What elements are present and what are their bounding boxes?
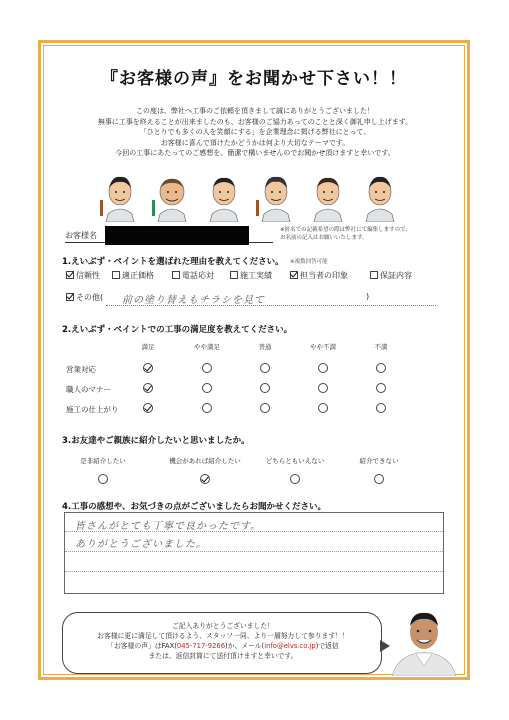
radio[interactable] [202,383,212,393]
intro-line: この度は、弊社へ工事のご依頼を頂きまして誠にありがとうございました！ [136,107,374,115]
scale-header: やや満足 [194,343,220,351]
intro-line: 無事に工事を終えることが出来ましたのも、お客様のご協力あってのことと深く御礼申し上げます。 [97,117,413,126]
q2-title: 2.えいぶず・ペイントでの工事の満足度を教えてください。 [62,325,293,335]
staff-caricature [204,170,244,222]
referral-option: 機会があれば紹介したい [169,457,241,465]
closing-contact [63,641,383,651]
other-answer: 前の塗り替えもチラシを見て [122,295,265,306]
row-label-finish: 施工の仕上がり [66,405,119,414]
option-other[interactable] [66,292,386,308]
name-note-line: お名前の記入はお願いいたします。 [280,235,368,241]
name-note-line: ※匿名での記載希望の際は弊社にて編集しますので、 [280,227,412,233]
intro-line: 今回の工事にあたってのご感想を、簡潔で構いませんのでお聞かせ頂けますと幸いです。 [115,149,395,157]
scale-header: 不満 [374,343,388,351]
closing-line: ご記入ありがとうございました！ [172,622,274,630]
checkbox-checked[interactable] [290,271,298,279]
page-title: 『お客様の声』をお聞かせ下さい！！ [101,69,407,89]
radio[interactable] [376,383,386,393]
name-redaction [105,226,249,245]
radio[interactable] [376,403,386,413]
radio-checked[interactable] [143,363,153,373]
checkbox[interactable] [370,271,378,279]
closing-bubble [62,612,382,674]
intro-line: 「ひとりでも多くの人を笑顔にする」を企業理念に掲げる弊社にとって、 [139,128,371,136]
option-staff-impression[interactable] [290,270,348,281]
option-reliability[interactable] [66,270,100,281]
radio[interactable] [374,474,384,484]
closing-fax-prefix: 「お客様の声」はFAX( [107,642,177,650]
other-underline [106,305,436,306]
radio[interactable] [318,403,328,413]
name-label: お客様名 [65,231,97,240]
option-label: 施工実績 [240,271,272,280]
q1-note: ※複数回答可能 [290,259,328,265]
q1-title: 1.えいぶず・ペイントを選ばれた理由を教えてください。 [62,257,284,267]
option-fair-price[interactable] [112,270,154,281]
checkbox[interactable] [112,271,120,279]
staff-illustrations [100,170,400,222]
option-phone[interactable] [172,270,214,281]
scale-header: やや不満 [310,343,336,351]
checkbox[interactable] [172,271,180,279]
radio[interactable] [318,363,328,373]
staff-caricature [360,170,400,222]
q3-title: 3.お友達やご親族に紹介したいと思いましたか。 [62,436,250,446]
staff-caricature [100,170,140,222]
comment-box[interactable] [64,512,444,594]
closing-line: または、返信封筒にて送付頂けますと幸いです。 [148,652,298,660]
option-label: 電話応対 [182,271,214,280]
bubble-tail [380,640,390,652]
checkbox[interactable] [230,271,238,279]
staff-photo [390,604,458,676]
intro-line: お客様に喜んで頂けたかどうかは何より大切なテーマです。 [160,138,350,147]
staff-caricature [152,170,192,222]
radio-checked[interactable] [143,403,153,413]
email-address[interactable]: info@elvs.co.jp [264,642,316,650]
row-label-manners: 職人のマナー [66,385,111,394]
radio[interactable] [376,363,386,373]
row-label-sales: 営業対応 [66,365,96,374]
comment-line [65,571,443,572]
comment-answer-line: 皆さんがとても丁寧で良かったです。 [75,521,262,532]
comment-answer-line: ありがとうございました。 [75,539,207,550]
closing-mail-prefix: )か、メール( [225,642,265,650]
radio[interactable] [202,363,212,373]
closing-text [63,621,383,661]
option-label: 信頼性 [76,271,100,280]
referral-option: 是非紹介したい [80,457,126,465]
radio-checked[interactable] [200,474,210,484]
radio[interactable] [318,383,328,393]
option-label: 担当者の印象 [300,271,348,280]
fax-number: 045-717-9266 [176,642,226,650]
scale-header: 普通 [258,343,272,351]
radio[interactable] [290,474,300,484]
checkbox-checked[interactable] [66,293,74,301]
option-track-record[interactable] [230,270,272,281]
option-label: 適正価格 [122,271,154,280]
radio[interactable] [202,403,212,413]
q4-title: 4.工事の感想や、お気づきの点がございましたらお聞かせください。 [62,502,326,512]
scale-header: 満足 [141,343,155,351]
customer-name-row [65,226,445,246]
radio[interactable] [98,474,108,484]
option-label: 保証内容 [380,271,412,280]
closing-line: お客様に更に満足して頂けるよう、スタッフ一同、より一層努力して参ります！！ [97,632,349,640]
referral-option: どちらともいえない [265,457,325,465]
option-warranty[interactable] [370,270,412,281]
other-close: ) [366,292,370,301]
staff-caricature [256,170,296,222]
radio-checked[interactable] [143,383,153,393]
comment-line [65,551,443,552]
staff-caricature [308,170,348,222]
radio[interactable] [260,403,270,413]
name-note [280,226,411,242]
other-label: その他( [76,293,104,302]
referral-option: 紹介できない [359,457,399,465]
checkbox-checked[interactable] [66,271,74,279]
radio[interactable] [260,363,270,373]
closing-suffix: )で返信 [315,642,339,650]
intro-text [70,106,440,159]
radio[interactable] [260,383,270,393]
